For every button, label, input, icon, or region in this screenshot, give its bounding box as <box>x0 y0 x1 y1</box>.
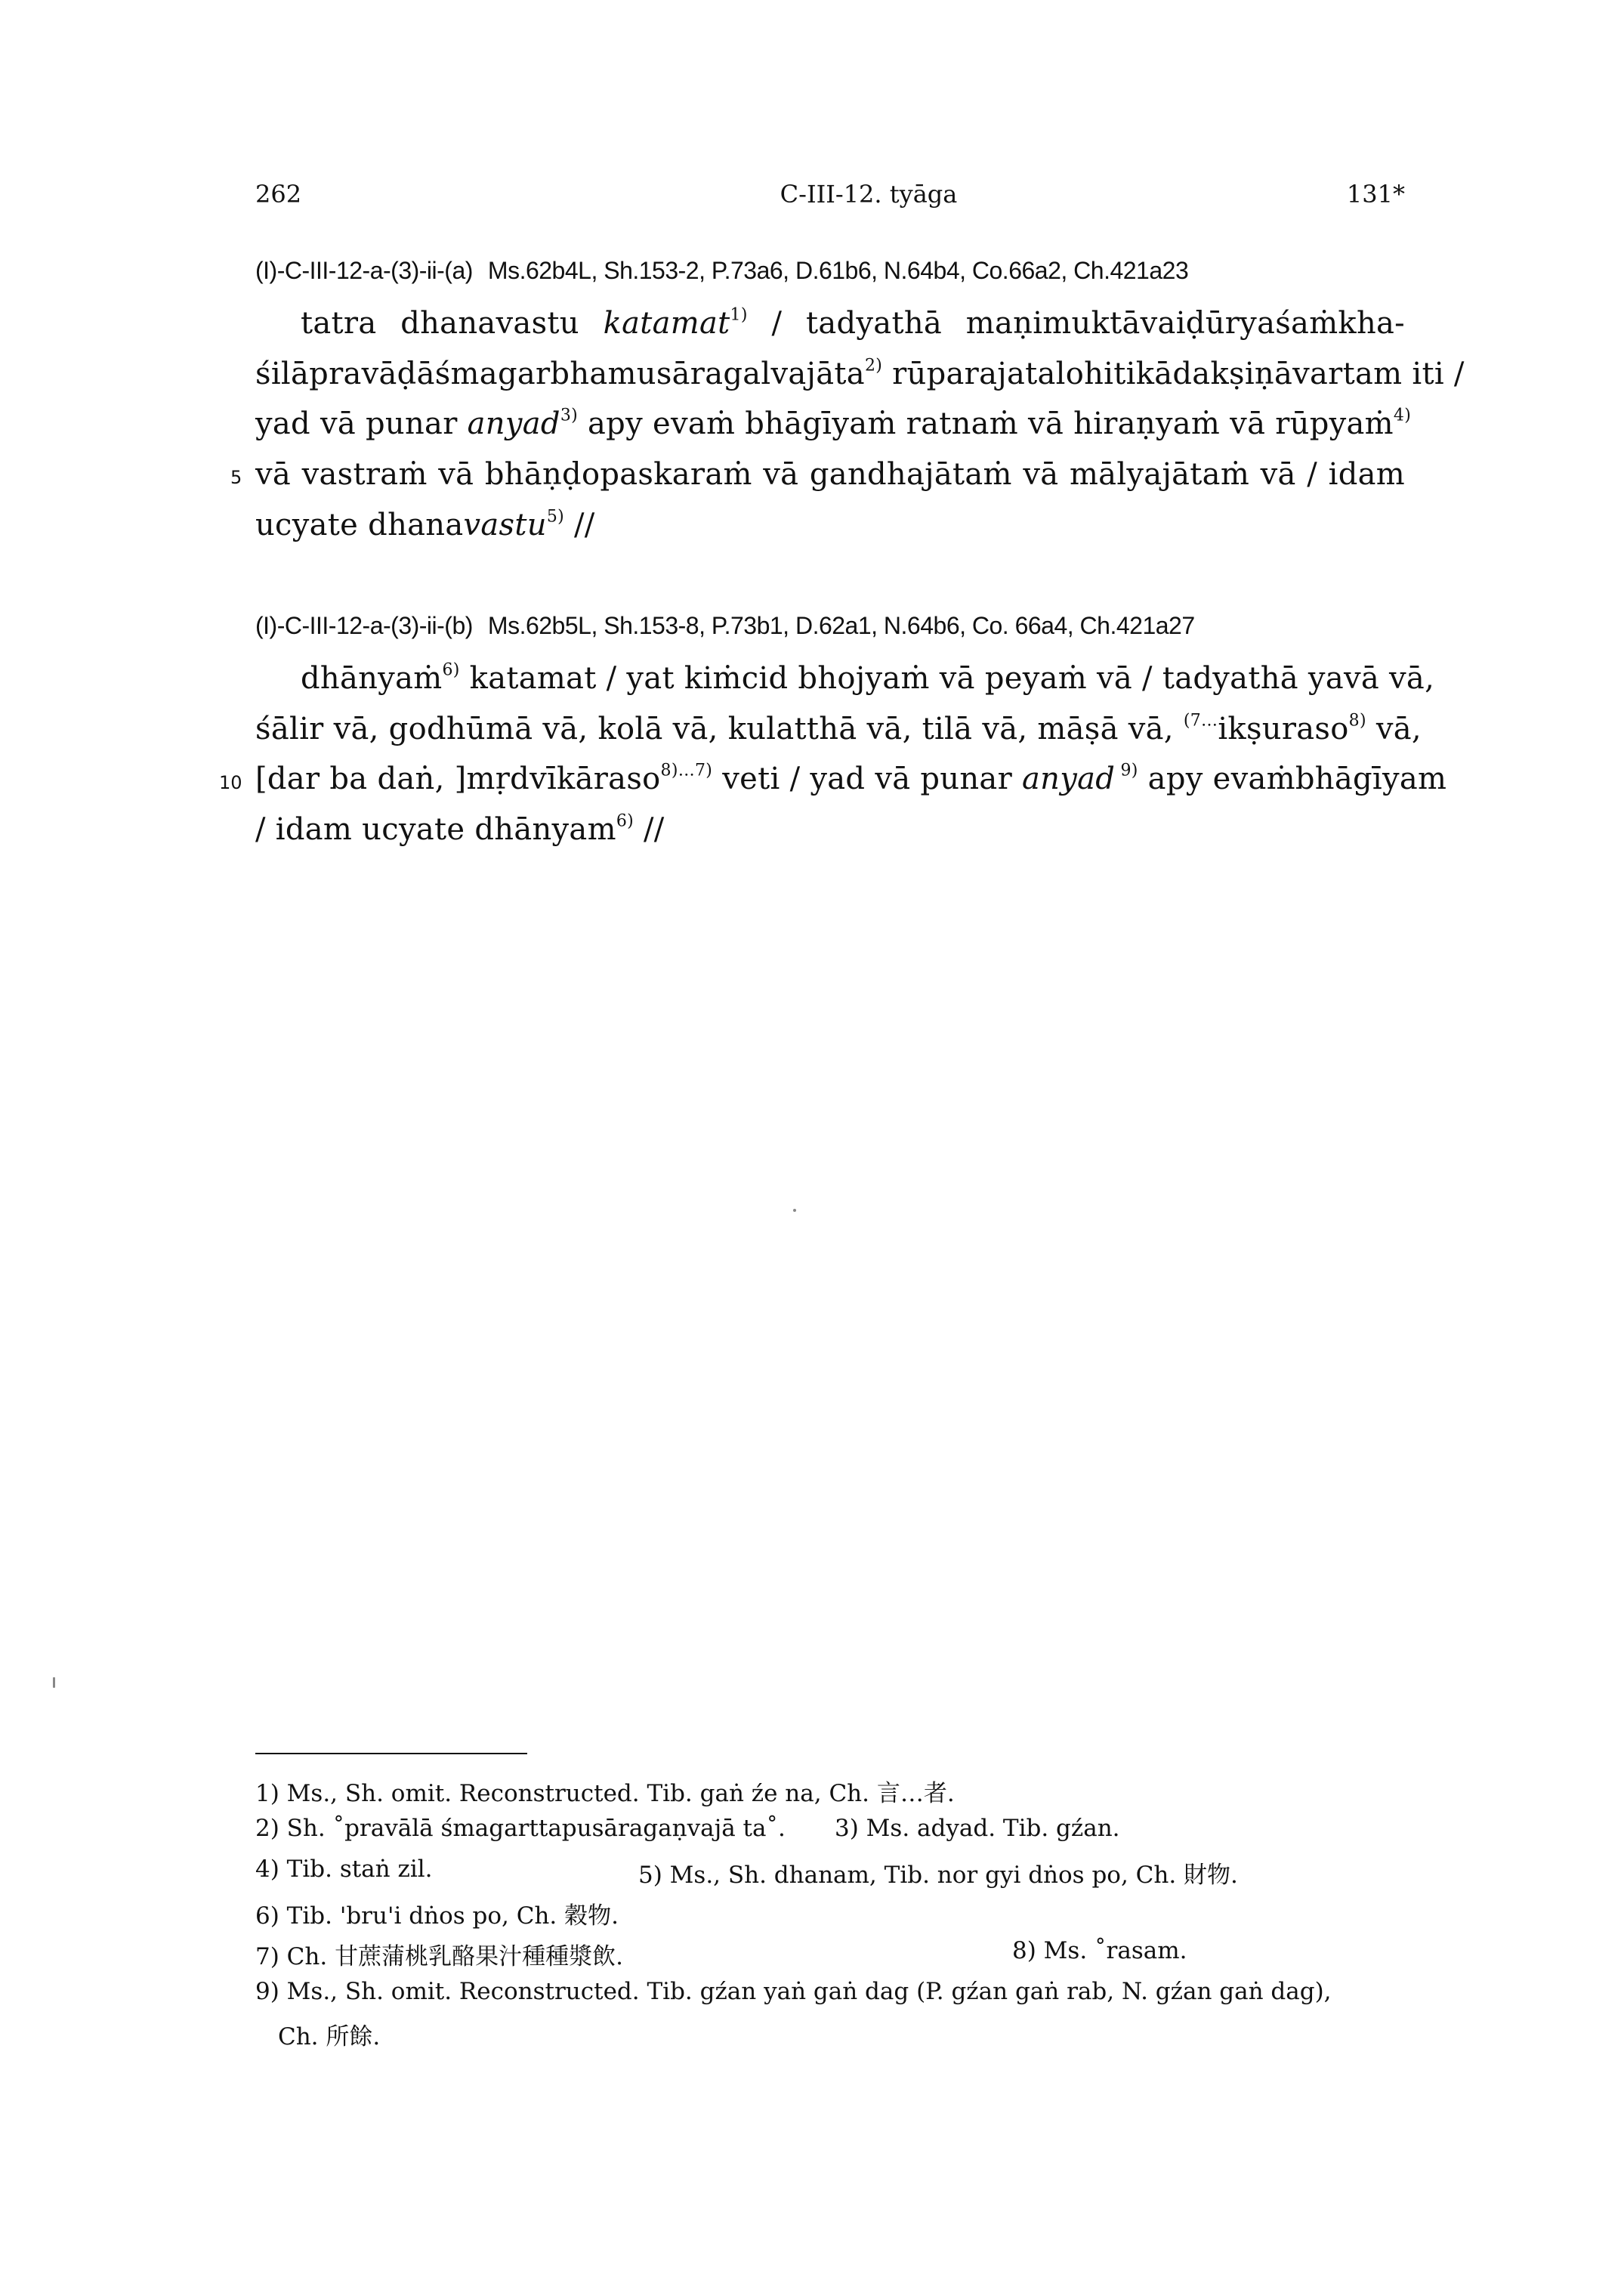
folio-number: 131* <box>1346 180 1405 209</box>
text-b-line-4: / idam ucyate dhānyam$^{6)}$ // <box>255 811 665 847</box>
footnote-8: 8) Ms. ˚rasam. <box>1012 1937 1187 1964</box>
footnote-2: 2) Sh. ˚pravālā śmagarttapusāragaṇvajā ta˚. <box>255 1815 786 1842</box>
text-a-line-5: ucyate dhanavastu$^{5)}$ // <box>255 507 595 542</box>
scan-speck <box>53 1677 55 1688</box>
footnote-3: 3) Ms. adyad. Tib. gźan. <box>835 1815 1120 1842</box>
scan-speck <box>793 1209 796 1212</box>
footnote-7: 7) Ch. 甘蔗蒲桃乳酪果汁種種漿飲. <box>255 1943 623 1970</box>
footnote-5: 5) Ms., Sh. dhanam, Tib. nor gyi dṅos po, Ch. 財物. <box>638 1862 1238 1889</box>
text-b-line-1: dhānyaṁ$^{6)}$ katamat / yat kiṁcid bhojyaṁ vā peyaṁ vā / tadyathā yavā vā, <box>301 660 1435 696</box>
section-b-id: (I)-C-III-12-a-(3)-ii-(b) <box>255 612 473 639</box>
section-a-id: (I)-C-III-12-a-(3)-ii-(a) <box>255 257 473 284</box>
text-b-line-2: śālir vā, godhūmā vā, kolā vā, kulatthā vā, tilā vā, māṣā vā, $^{(7\dots}$ikṣuraso$^{8)}$ vā, <box>255 711 1422 746</box>
line-number-10: 10 <box>219 772 242 793</box>
page-number: 262 <box>255 180 302 209</box>
running-title: C-III-12. tyāga <box>780 180 958 209</box>
line-number-5: 5 <box>230 467 242 488</box>
footnote-4: 4) Tib. staṅ zil. <box>255 1856 433 1883</box>
footnote-9-continued: Ch. 所餘. <box>278 2023 381 2050</box>
footnote-9: 9) Ms., Sh. omit. Reconstructed. Tib. gźan yaṅ gaṅ dag (P. gźan gaṅ rab, N. gźan gaṅ dag), <box>255 1978 1332 2005</box>
text-b-line-3: [dar ba daṅ, ]mṛdvīkāraso$^{8)\dots 7)}$ veti / yad vā punar anyad $^{9)}$ apy evaṁbhāgīyam <box>255 761 1447 796</box>
section-b-locations: Ms.62b5L, Sh.153-8, P.73b1, D.62a1, N.64b6, Co. 66a4, Ch.421a27 <box>487 612 1195 639</box>
footnote-rule <box>255 1753 527 1754</box>
text-a-line-4: vā vastraṁ vā bhāṇḍopaskaraṁ vā gandhajātaṁ vā mālyajātaṁ vā / idam <box>255 457 1405 492</box>
footnote-6: 6) Tib. 'bru'i dṅos po, Ch. 穀物. <box>255 1902 619 1930</box>
section-a-locations: Ms.62b4L, Sh.153-2, P.73a6, D.61b6, N.64b4, Co.66a2, Ch.421a23 <box>487 257 1189 284</box>
text-a-line-2: śilāpravāḍāśmagarbhamusāragalvajāta$^{2)}$ rūparajatalohitikādakṣiṇāvartam iti / <box>255 356 1465 391</box>
text-a-line-1: tatra dhanavastu katamat$^{1)}$ / tadyathā maṇimuktāvaiḍūryaśaṁkha- <box>301 305 1405 341</box>
section-a-header <box>255 257 1188 285</box>
footnote-1: 1) Ms., Sh. omit. Reconstructed. Tib. gaṅ źe na, Ch. 言…者. <box>255 1780 955 1807</box>
section-b-header <box>255 612 1195 640</box>
text-a-line-3: yad vā punar anyad$^{3)}$ apy evaṁ bhāgīyaṁ ratnaṁ vā hiraṇyaṁ vā rūpyaṁ$^{4)}$ <box>255 406 1412 441</box>
